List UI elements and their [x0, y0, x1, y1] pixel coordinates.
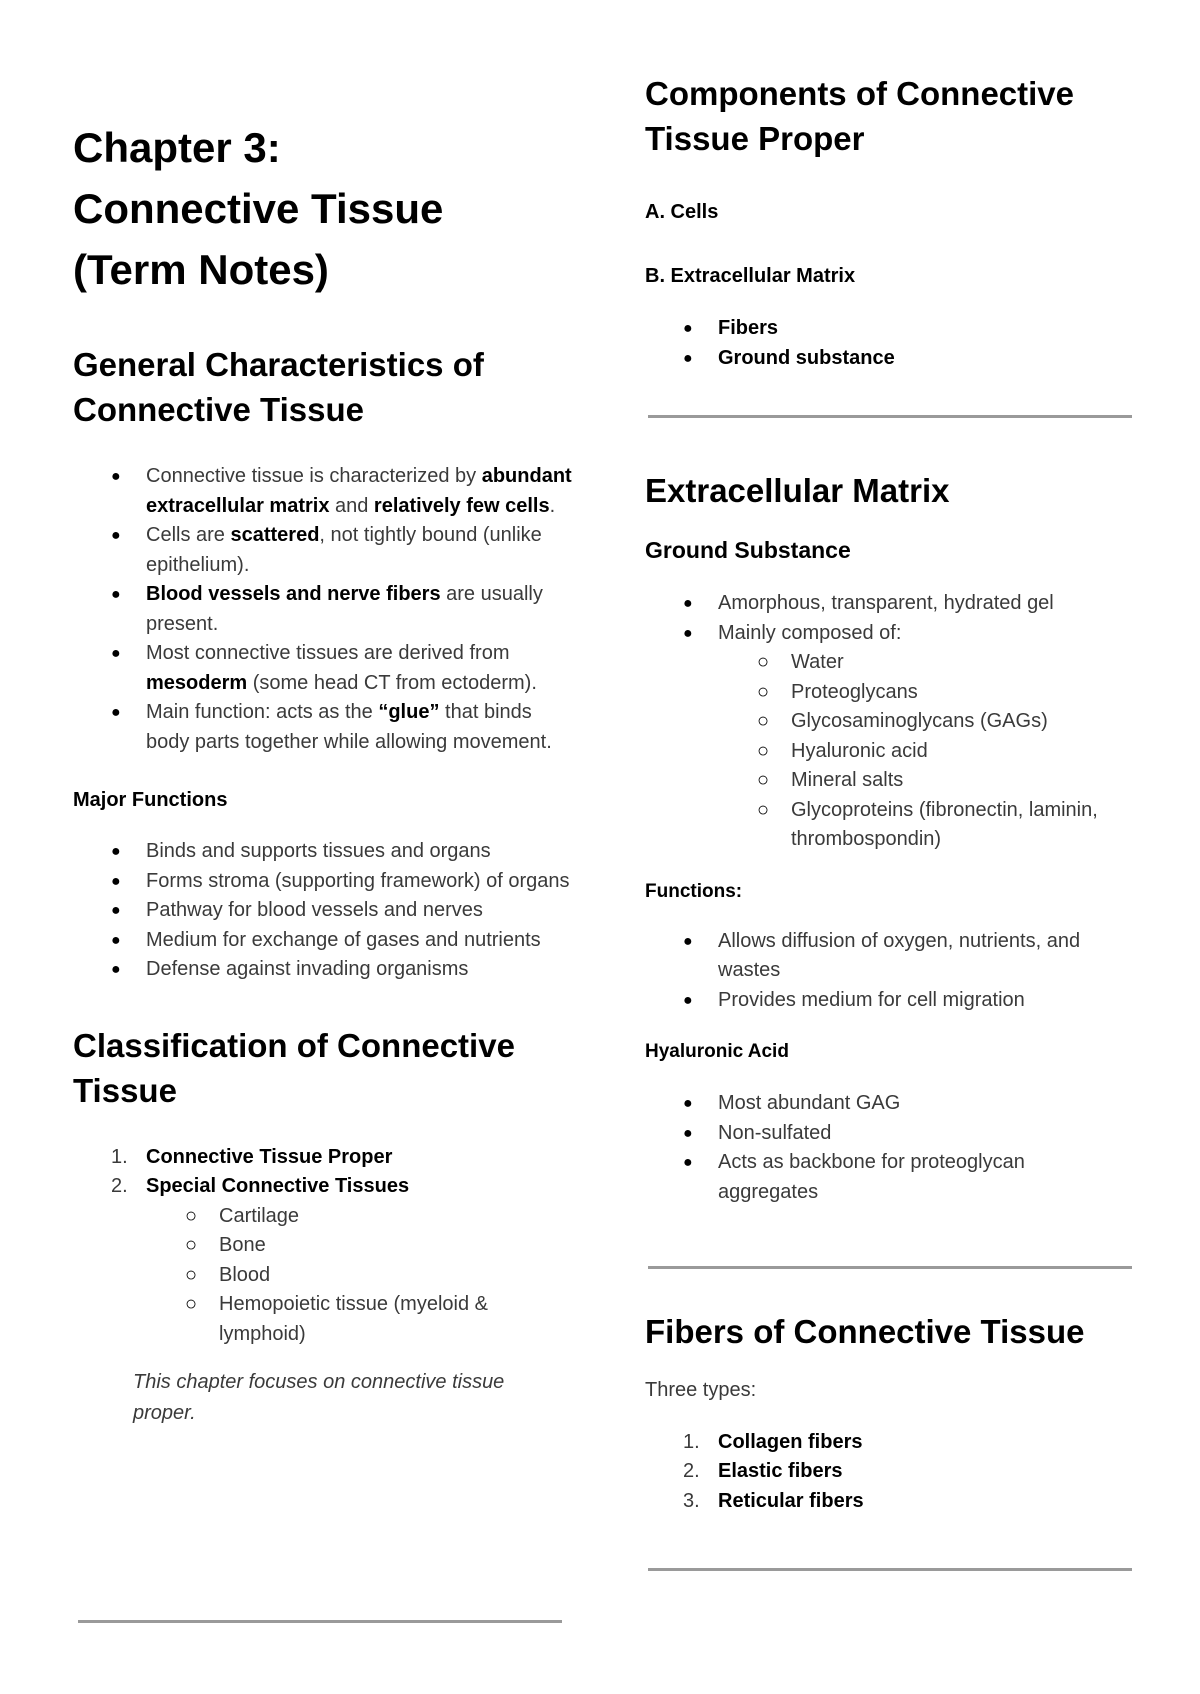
bullet-icon: ● [683, 991, 693, 1009]
circle-bullet-icon: ○ [757, 710, 770, 732]
bullet-icon: ● [683, 1095, 693, 1112]
cells-heading: A. Cells [645, 201, 719, 223]
list-item: ● Provides medium for cell migration [645, 986, 1145, 1016]
list-item: ● Binds and supports tissues and organs [73, 837, 573, 867]
list-item: ● Medium for exchange of gases and nutrients [73, 926, 573, 956]
page-title: Chapter 3: Connective Tissue (Term Notes) [73, 124, 444, 293]
list-item: ● Forms stroma (supporting framework) of organs [73, 867, 573, 897]
circle-bullet-icon: ○ [185, 1293, 198, 1315]
ground-substance-list [645, 589, 1145, 855]
list-item: 1. Collagen fibers [683, 1430, 863, 1453]
hyaluronic-acid-heading: Hyaluronic Acid [645, 1041, 789, 1062]
bullet-icon: ● [111, 468, 121, 485]
sub-list-item: ○ Glycoproteins (fibronectin, laminin, thrombospondin) [645, 796, 1141, 855]
fibers-list [645, 1428, 1145, 1517]
bullet-icon: ● [683, 1154, 693, 1171]
list-item: 3. Reticular fibers [683, 1489, 864, 1512]
chapter-focus-note: This chapter focuses on connective tissue proper. [133, 1371, 505, 1424]
list-item: ● Connective tissue is characterized by abundant extracellular matrix and relatively few cells. [73, 462, 573, 521]
list-item: 1. Connective Tissue Proper [111, 1145, 393, 1168]
bullet-icon: ● [683, 349, 693, 367]
circle-bullet-icon: ○ [185, 1204, 198, 1227]
sub-list-item: ○ Proteoglycans [645, 678, 1145, 708]
sub-list-item: ○ Blood [73, 1261, 573, 1291]
fibers-heading: Fibers of Connective Tissue [645, 1313, 1085, 1350]
functions-heading: Functions: [645, 880, 743, 902]
ground-substance-heading: Ground Substance [645, 537, 851, 563]
bullet-icon: ● [683, 932, 693, 950]
circle-bullet-icon: ○ [757, 769, 770, 791]
list-item: ● Allows diffusion of oxygen, nutrients, and wastes [645, 927, 1098, 986]
sub-list-item: ○ Hyaluronic acid [645, 737, 1145, 767]
bullet-icon: ● [111, 527, 121, 544]
classification-list [73, 1143, 573, 1350]
bullet-icon: ● [683, 624, 693, 642]
major-functions-list [73, 837, 573, 985]
list-item: 2. Special Connective Tissues [111, 1175, 410, 1197]
list-item: ● Blood vessels and nerve fibers are usually present. [73, 580, 573, 639]
general-characteristics-list [73, 462, 573, 757]
functions-list [645, 927, 1145, 1016]
sub-list-item: ○ Water [645, 648, 1145, 678]
sub-list-item: ○ Hemopoietic tissue (myeloid & lymphoid) [73, 1290, 579, 1349]
sub-list-item: ○ Cartilage [73, 1202, 573, 1232]
major-functions-heading: Major Functions [73, 789, 228, 811]
section-divider [78, 1620, 562, 1623]
bullet-icon: ● [111, 843, 121, 860]
bullet-icon: ● [111, 872, 121, 890]
list-item: ● Mainly composed of: [645, 619, 1145, 649]
left-column [73, 0, 573, 1429]
bullet-icon: ● [111, 586, 121, 603]
sub-list-item: ○ Glycosaminoglycans (GAGs) [645, 707, 1145, 737]
circle-bullet-icon: ○ [757, 798, 770, 821]
components-list [645, 314, 1145, 373]
bullet-icon: ● [111, 931, 121, 949]
list-item: ● Most connective tissues are derived from mesoderm (some head CT from ectoderm). [73, 639, 573, 698]
extracellular-matrix-subheading: B. Extracellular Matrix [645, 265, 856, 287]
sub-list-item: ○ Bone [73, 1231, 573, 1261]
list-item: 2. Elastic fibers [683, 1460, 843, 1482]
bullet-icon: ● [683, 595, 693, 612]
bullet-icon: ● [683, 1124, 693, 1142]
bullet-icon: ● [111, 961, 121, 978]
section-divider [648, 1266, 1132, 1269]
list-item: ● Acts as backbone for proteoglycan aggregates [645, 1148, 1118, 1207]
list-item: ● Amorphous, transparent, hydrated gel [645, 589, 1145, 619]
bullet-icon: ● [683, 320, 693, 337]
circle-bullet-icon: ○ [185, 1234, 198, 1256]
circle-bullet-icon: ○ [757, 739, 770, 762]
bullet-icon: ● [111, 645, 121, 662]
section-divider [648, 1568, 1132, 1571]
fibers-intro: Three types: [645, 1379, 757, 1401]
components-heading: Components of Connective Tissue Proper [645, 75, 1075, 157]
list-item: ● Non-sulfated [645, 1119, 1145, 1149]
circle-bullet-icon: ○ [757, 651, 770, 673]
circle-bullet-icon: ○ [757, 680, 770, 703]
list-item: ● Cells are scattered, not tightly bound (unlike epithelium). [73, 521, 573, 580]
list-item: ● Ground substance [645, 344, 1145, 374]
list-item: ● Main function: acts as the “glue” that binds body parts together while allowing movement. [73, 698, 573, 757]
list-item: ● Fibers [645, 314, 1145, 344]
bullet-icon: ● [111, 704, 121, 721]
general-characteristics-heading: General Characteristics of Connective Tissue [73, 346, 484, 428]
bullet-icon: ● [111, 902, 121, 919]
right-column [645, 0, 1145, 1516]
sub-list-item: ○ Mineral salts [645, 766, 1145, 796]
extracellular-matrix-heading: Extracellular Matrix [645, 472, 950, 509]
circle-bullet-icon: ○ [185, 1263, 198, 1286]
hyaluronic-acid-list [645, 1089, 1145, 1207]
classification-heading: Classification of Connective Tissue [73, 1026, 515, 1109]
list-item: ● Pathway for blood vessels and nerves [73, 896, 573, 926]
section-divider [648, 415, 1132, 418]
list-item: ● Most abundant GAG [645, 1089, 1145, 1119]
list-item: ● Defense against invading organisms [73, 955, 573, 985]
